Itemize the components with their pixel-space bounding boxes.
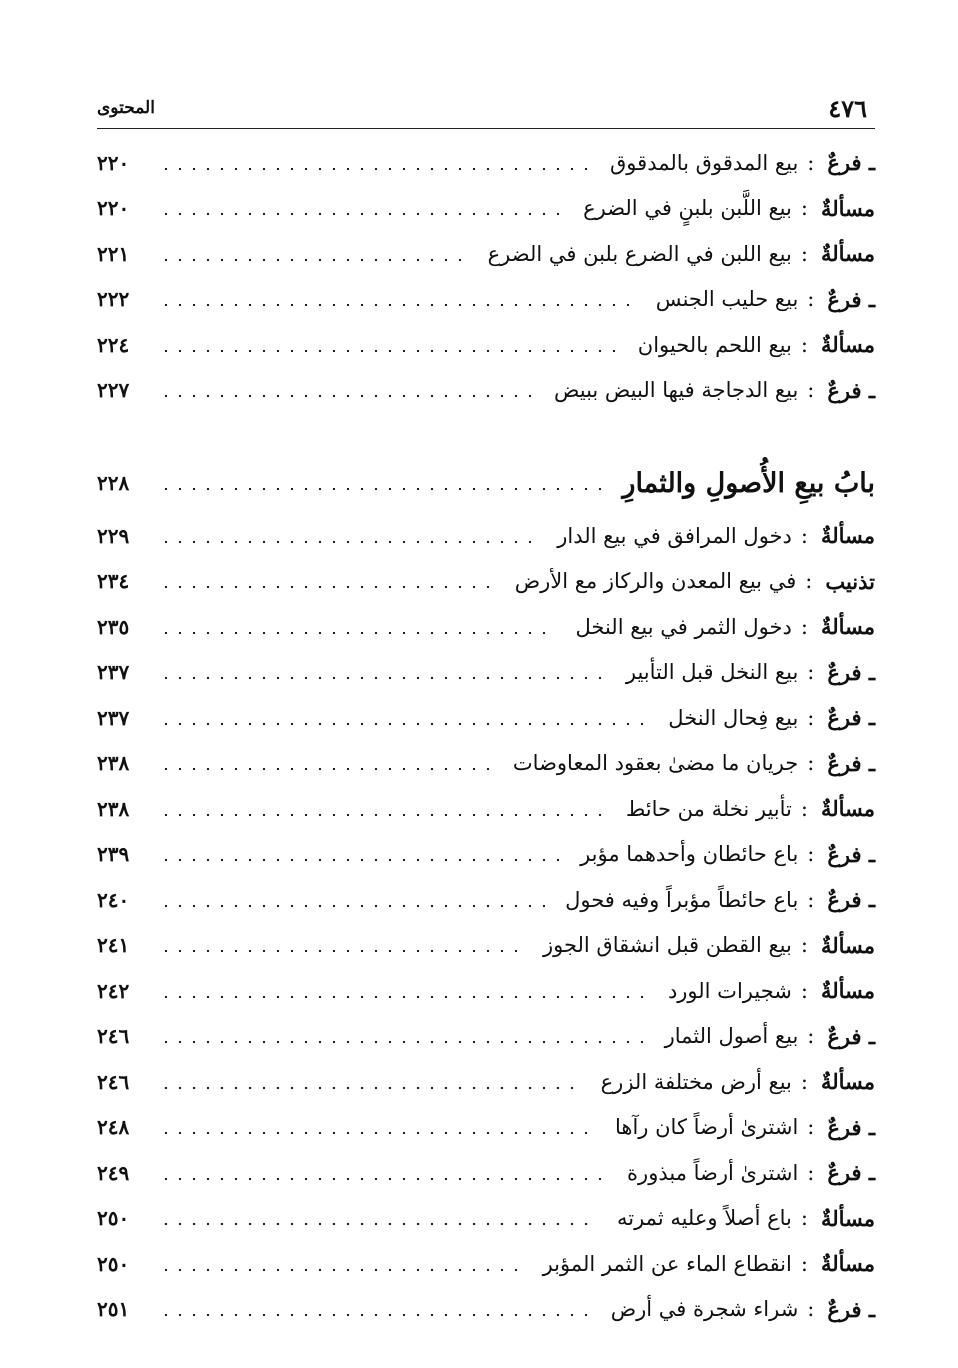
entry-label: مسألةٌ [820, 978, 875, 1004]
entry-label: ـ فرعٌ [827, 659, 875, 685]
entry-label: مسألةٌ [820, 932, 875, 958]
entry-label: ـ فرعٌ [827, 705, 875, 731]
toc-entry [97, 1105, 875, 1151]
entry-label: ـ فرعٌ [827, 286, 875, 312]
page-header [97, 92, 875, 129]
entry-colon: : [800, 523, 808, 548]
entry-colon: : [800, 196, 808, 221]
entry-title: دخول المرافق في بيع الدار [557, 523, 792, 548]
dot-leader [159, 585, 495, 589]
dot-leader [159, 995, 648, 999]
toc-entry [97, 140, 875, 186]
entry-colon: : [807, 1297, 815, 1322]
entry-page-number: ٢٤٦ [97, 1024, 130, 1049]
entry-title: بيع حليب الجنس [655, 287, 799, 312]
entry-title: بيع أرض مختلفة الزرع [600, 1069, 792, 1094]
entry-label: ـ فرعٌ [827, 841, 875, 867]
toc-entry [97, 1014, 875, 1060]
section-heading-row [97, 453, 875, 513]
dot-leader [159, 767, 493, 771]
entry-colon: : [800, 1069, 808, 1094]
entry-colon: : [800, 241, 808, 266]
entry-title: شراء شجرة في أرض [610, 1297, 799, 1322]
entry-page-number: ٢٣٧ [97, 705, 130, 730]
entry-colon: : [807, 887, 815, 912]
entry-label: مسألةٌ [820, 332, 875, 358]
entry-colon: : [800, 933, 808, 958]
entry-colon: : [807, 287, 815, 312]
entry-title: بيع المدقوق بالمدقوق [610, 150, 799, 175]
entry-page-number: ٢٢٩ [97, 523, 130, 548]
dot-leader [159, 212, 563, 216]
toc-entry [97, 604, 875, 650]
entry-colon: : [800, 332, 808, 357]
dot-leader [159, 904, 545, 908]
dot-leader [159, 676, 606, 680]
entry-label: ـ فرعٌ [827, 1114, 875, 1140]
entry-page-number: ٢٢٨ [97, 471, 130, 495]
entry-page-number: ٢٤٩ [97, 1160, 130, 1185]
entry-title: اشترىٰ أرضاً مبذورة [627, 1160, 799, 1185]
entry-page-number: ٢٣٩ [97, 842, 130, 867]
dot-leader [159, 394, 534, 398]
entry-label: مسألةٌ [820, 523, 875, 549]
dot-leader [159, 1086, 581, 1090]
entry-colon: : [800, 1206, 808, 1231]
entry-title: بيع فِحال النخل [668, 705, 799, 730]
entry-page-number: ٢٣٨ [97, 751, 130, 776]
toc-entry [97, 832, 875, 878]
toc-entry [97, 559, 875, 605]
entry-colon: : [807, 660, 815, 685]
toc-entry [97, 1196, 875, 1242]
entry-page-number: ٢٤٢ [97, 978, 130, 1003]
entry-label: مسألةٌ [820, 796, 875, 822]
entry-page-number: ٢٤٨ [97, 1115, 130, 1140]
entry-label: مسألةٌ [820, 1205, 875, 1231]
entry-title: بيع القطن قبل انشقاق الجوز [542, 933, 792, 958]
entry-colon: : [807, 1160, 815, 1185]
entry-label: ـ فرعٌ [827, 1296, 875, 1322]
toc-entry [97, 322, 875, 368]
entry-title: انقطاع الماء عن الثمر المؤبر [542, 1251, 792, 1276]
entry-title: بيع أصول الثمار [664, 1024, 799, 1049]
dot-leader [159, 540, 537, 544]
entry-colon: : [800, 614, 808, 639]
entry-label: مسألةٌ [820, 241, 875, 267]
entry-title: دخول الثمر في بيع النخل [575, 614, 792, 639]
dot-leader [159, 949, 523, 953]
dot-leader [159, 487, 602, 491]
dot-leader [159, 1040, 645, 1044]
entry-page-number: ٢٥١ [97, 1297, 130, 1322]
entry-title: في بيع المعدن والركاز مع الأرض [514, 569, 797, 594]
entry-colon: : [800, 978, 808, 1003]
running-title: المحتوى [97, 98, 155, 118]
entry-page-number: ٢٢٠ [97, 150, 130, 175]
entry-label: ـ فرعٌ [827, 150, 875, 176]
entry-colon: : [807, 751, 815, 776]
entry-label: ـ فرعٌ [827, 750, 875, 776]
entry-colon: : [805, 569, 813, 594]
toc-entry [97, 186, 875, 232]
entry-page-number: ٢٣٥ [97, 614, 130, 639]
entry-page-number: ٢٣٤ [97, 569, 130, 594]
entry-page-number: ٢٤٠ [97, 887, 130, 912]
entry-page-number: ٢٥٠ [97, 1251, 130, 1276]
toc-entry [97, 695, 875, 741]
entry-label: ـ فرعٌ [827, 887, 875, 913]
entry-label: ـ فرعٌ [827, 1023, 875, 1049]
entry-label: مسألةٌ [820, 1251, 875, 1277]
entry-title: جريان ما مضىٰ بعقود المعاوضات [512, 751, 799, 776]
entry-colon: : [807, 150, 815, 175]
entry-label: ـ فرعٌ [827, 377, 875, 403]
toc-entry [97, 786, 875, 832]
entry-label: ـ فرعٌ [827, 1160, 875, 1186]
entry-page-number: ٢٣٨ [97, 796, 130, 821]
toc-entry [97, 1241, 875, 1287]
entry-page-number: ٢٤٦ [97, 1069, 130, 1094]
dot-leader [159, 1131, 595, 1135]
entry-title: باع أصلاً وعليه ثمرته [616, 1206, 792, 1231]
toc-entry [97, 231, 875, 277]
entry-colon: : [800, 796, 808, 821]
section-title: بابُ بيعِ الأُصولِ والثمارِ [622, 467, 875, 499]
toc-entry [97, 277, 875, 323]
entry-title: بيع النخل قبل التأبير [625, 660, 799, 685]
dot-leader [159, 167, 590, 171]
toc-entry [97, 923, 875, 969]
entry-title: اشترىٰ أرضاً كان رآها [615, 1115, 799, 1140]
entry-page-number: ٢٣٧ [97, 660, 130, 685]
entry-page-number: ٢٢١ [97, 241, 130, 266]
entry-title: شجيرات الورد [667, 978, 792, 1003]
dot-leader [159, 303, 636, 307]
entry-label: مسألةٌ [820, 1069, 875, 1095]
entry-page-number: ٢٥٠ [97, 1206, 130, 1231]
toc-entry [97, 368, 875, 414]
entry-title: باع حائطاً مؤبراً وفيه فحول [565, 887, 799, 912]
entry-colon: : [807, 842, 815, 867]
toc-entry [97, 877, 875, 923]
entry-title: بيع اللَّبن بلبنٍ في الضرع [583, 196, 792, 221]
toc-entry [97, 968, 875, 1014]
dot-leader [159, 813, 606, 817]
entry-label: مسألةٌ [820, 614, 875, 640]
dot-leader [159, 349, 618, 353]
toc-entry [97, 513, 875, 559]
entry-colon: : [807, 1115, 815, 1140]
dot-leader [159, 258, 468, 262]
entry-colon: : [807, 378, 815, 403]
entry-colon: : [807, 705, 815, 730]
toc-entry [97, 650, 875, 696]
entry-page-number: ٢٢٤ [97, 332, 130, 357]
entry-page-number: ٢٢٢ [97, 287, 130, 312]
entry-title: تأبير نخلة من حائط [625, 796, 792, 821]
entry-page-number: ٢٢٠ [97, 196, 130, 221]
toc-entry [97, 741, 875, 787]
entry-colon: : [807, 1024, 815, 1049]
dot-leader [159, 1177, 607, 1181]
entry-title: بيع الدجاجة فيها البيض ببيض [554, 378, 799, 403]
dot-leader [159, 1222, 597, 1226]
dot-leader [159, 722, 648, 726]
entry-page-number: ٢٢٧ [97, 378, 130, 403]
toc-entry [97, 1059, 875, 1105]
entry-label: تذنيب [825, 568, 875, 594]
table-of-contents [97, 140, 875, 1332]
entry-title: بيع اللحم بالحيوان [637, 332, 792, 357]
entry-title: باع حائطان وأحدهما مؤبر [580, 842, 799, 867]
toc-entry [97, 1287, 875, 1333]
toc-entry [97, 1150, 875, 1196]
entry-label: مسألةٌ [820, 195, 875, 221]
dot-leader [159, 1313, 591, 1317]
dot-leader [159, 858, 560, 862]
dot-leader [159, 631, 556, 635]
page-number: ٤٧٦ [828, 94, 867, 123]
dot-leader [159, 1268, 523, 1272]
entry-colon: : [800, 1251, 808, 1276]
entry-title: بيع اللبن في الضرع بلبن في الضرع [487, 241, 792, 266]
entry-page-number: ٢٤١ [97, 933, 130, 958]
